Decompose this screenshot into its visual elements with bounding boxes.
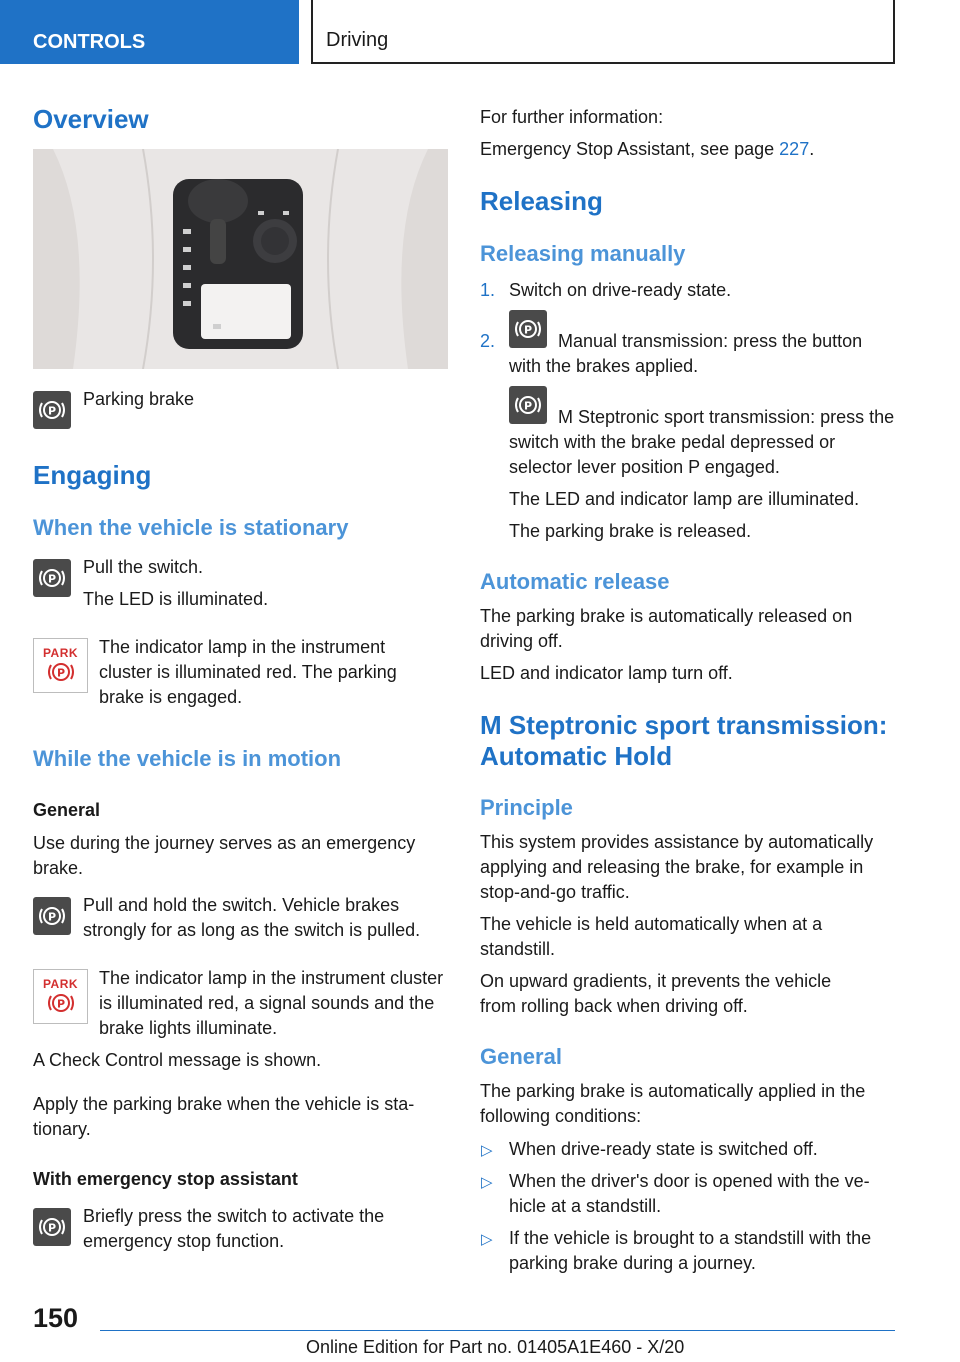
svg-text:P: P bbox=[47, 404, 57, 418]
parking-brake-label: Parking brake bbox=[83, 389, 195, 409]
stationary-heading: When the vehicle is stationary bbox=[33, 515, 349, 540]
list-item: If the vehicle is brought to a standstill with the parking brake during a journey. bbox=[509, 1228, 872, 1273]
bullet-marker: ▷ bbox=[481, 1174, 493, 1191]
list-item: When drive-ready state is switched off. bbox=[509, 1139, 818, 1159]
svg-text:P: P bbox=[523, 399, 533, 413]
general-heading: General bbox=[480, 1044, 562, 1069]
automatic-release-text: The parking brake is automatically released on driving off. bbox=[480, 606, 853, 651]
step-1-text: Switch on drive-ready state. bbox=[509, 280, 732, 300]
svg-text:P: P bbox=[47, 1221, 57, 1235]
park-lamp-text-2: The indicator lamp in the instrument cluster is illuminated red, a signal sounds and the brake lights illuminate. bbox=[99, 968, 444, 1038]
principle-text: This system provides assistance by automatically applying and releasing the brake, for example in stop-and-go traffic. bbox=[480, 832, 874, 902]
stationary-text-1: Pull the switch. bbox=[83, 557, 204, 577]
principle-text-3: On upward gradients, it prevents the vehicle from rolling back when driving off. bbox=[480, 971, 832, 1016]
principle-text-2: The vehicle is held automatically when at a standstill. bbox=[480, 914, 823, 959]
step-2d-text: The parking brake is released. bbox=[509, 521, 752, 541]
svg-text:P: P bbox=[47, 572, 57, 586]
emergency-subheading: With emergency stop assistant bbox=[33, 1169, 298, 1189]
footer-rule bbox=[100, 1330, 895, 1331]
park-warning-icon bbox=[33, 969, 88, 1024]
motion-heading: While the vehicle is in motion bbox=[33, 746, 342, 771]
edition-footer: Online Edition for Part no. 01405A1E460 - X/20 bbox=[306, 1337, 685, 1357]
parking-brake-icon bbox=[33, 1208, 71, 1246]
emergency-text: Briefly press the switch to activate the emergency stop function. bbox=[83, 1206, 385, 1251]
automatic-release-heading: Automatic release bbox=[480, 569, 670, 594]
list-item: When the driver's door is opened with the ve‐hicle at a standstill. bbox=[509, 1171, 870, 1216]
step-2b-text: M Steptronic sport transmission: press the switch with the brake pedal depressed or selector lever position P engaged. bbox=[509, 407, 895, 477]
bullet-marker: ▷ bbox=[481, 1231, 493, 1248]
general-conditions-text: The parking brake is automatically applied in the following conditions: bbox=[480, 1081, 866, 1126]
principle-heading: Principle bbox=[480, 795, 573, 820]
apply-text: Apply the parking brake when the vehicle is sta‐tionary. bbox=[33, 1094, 415, 1139]
emergency-reference bbox=[480, 137, 814, 162]
step-2-text: Manual transmission: press the button with the brakes applied. bbox=[509, 331, 863, 376]
releasing-heading: Releasing bbox=[480, 186, 603, 216]
general-text: Use during the journey serves as an emergency brake. bbox=[33, 833, 416, 878]
parking-brake-icon bbox=[33, 897, 71, 935]
check-control-text: A Check Control message is shown. bbox=[33, 1050, 322, 1070]
chapter-tab: Driving bbox=[311, 0, 895, 64]
parking-brake-icon bbox=[33, 559, 71, 597]
automatic-hold-heading: M Steptronic sport transmission: Automatic Hold bbox=[480, 710, 888, 771]
automatic-release-text-2: LED and indicator lamp turn off. bbox=[480, 663, 733, 683]
page-link[interactable]: 227 bbox=[779, 139, 810, 159]
step-2c-text: The LED and indicator lamp are illuminated. bbox=[509, 489, 860, 509]
hold-text: Pull and hold the switch. Vehicle brakes strongly for as long as the switch is pulled. bbox=[83, 895, 421, 940]
svg-text:P: P bbox=[56, 997, 65, 1010]
svg-text:P: P bbox=[523, 323, 533, 337]
reference-prefix: Emergency Stop Assistant, see page bbox=[480, 139, 780, 159]
further-info: For further information: bbox=[480, 107, 664, 127]
releasing-manually-heading: Releasing manually bbox=[480, 241, 686, 266]
engaging-heading: Engaging bbox=[33, 460, 152, 490]
park-icon-word: PARK bbox=[42, 645, 79, 660]
parking-brake-icon bbox=[33, 391, 71, 429]
step-1-number: 1. bbox=[480, 280, 496, 300]
page-number: 150 bbox=[33, 1303, 79, 1333]
section-tab: CONTROLS bbox=[0, 0, 299, 64]
center-console-photo bbox=[33, 149, 448, 369]
park-lamp-text: The indicator lamp in the instrument cluster is illuminated red. The parking brake is engaged. bbox=[99, 637, 397, 707]
park-warning-icon bbox=[33, 638, 88, 693]
general-subheading: General bbox=[33, 800, 101, 820]
reference-suffix: . bbox=[809, 139, 815, 159]
svg-text:P: P bbox=[56, 666, 65, 679]
bullet-marker: ▷ bbox=[481, 1142, 493, 1159]
park-icon-word: PARK bbox=[42, 976, 79, 991]
svg-text:P: P bbox=[47, 910, 57, 924]
step-2-number: 2. bbox=[480, 331, 496, 351]
overview-heading: Overview bbox=[33, 104, 149, 134]
stationary-text-2: The LED is illuminated. bbox=[83, 589, 269, 609]
